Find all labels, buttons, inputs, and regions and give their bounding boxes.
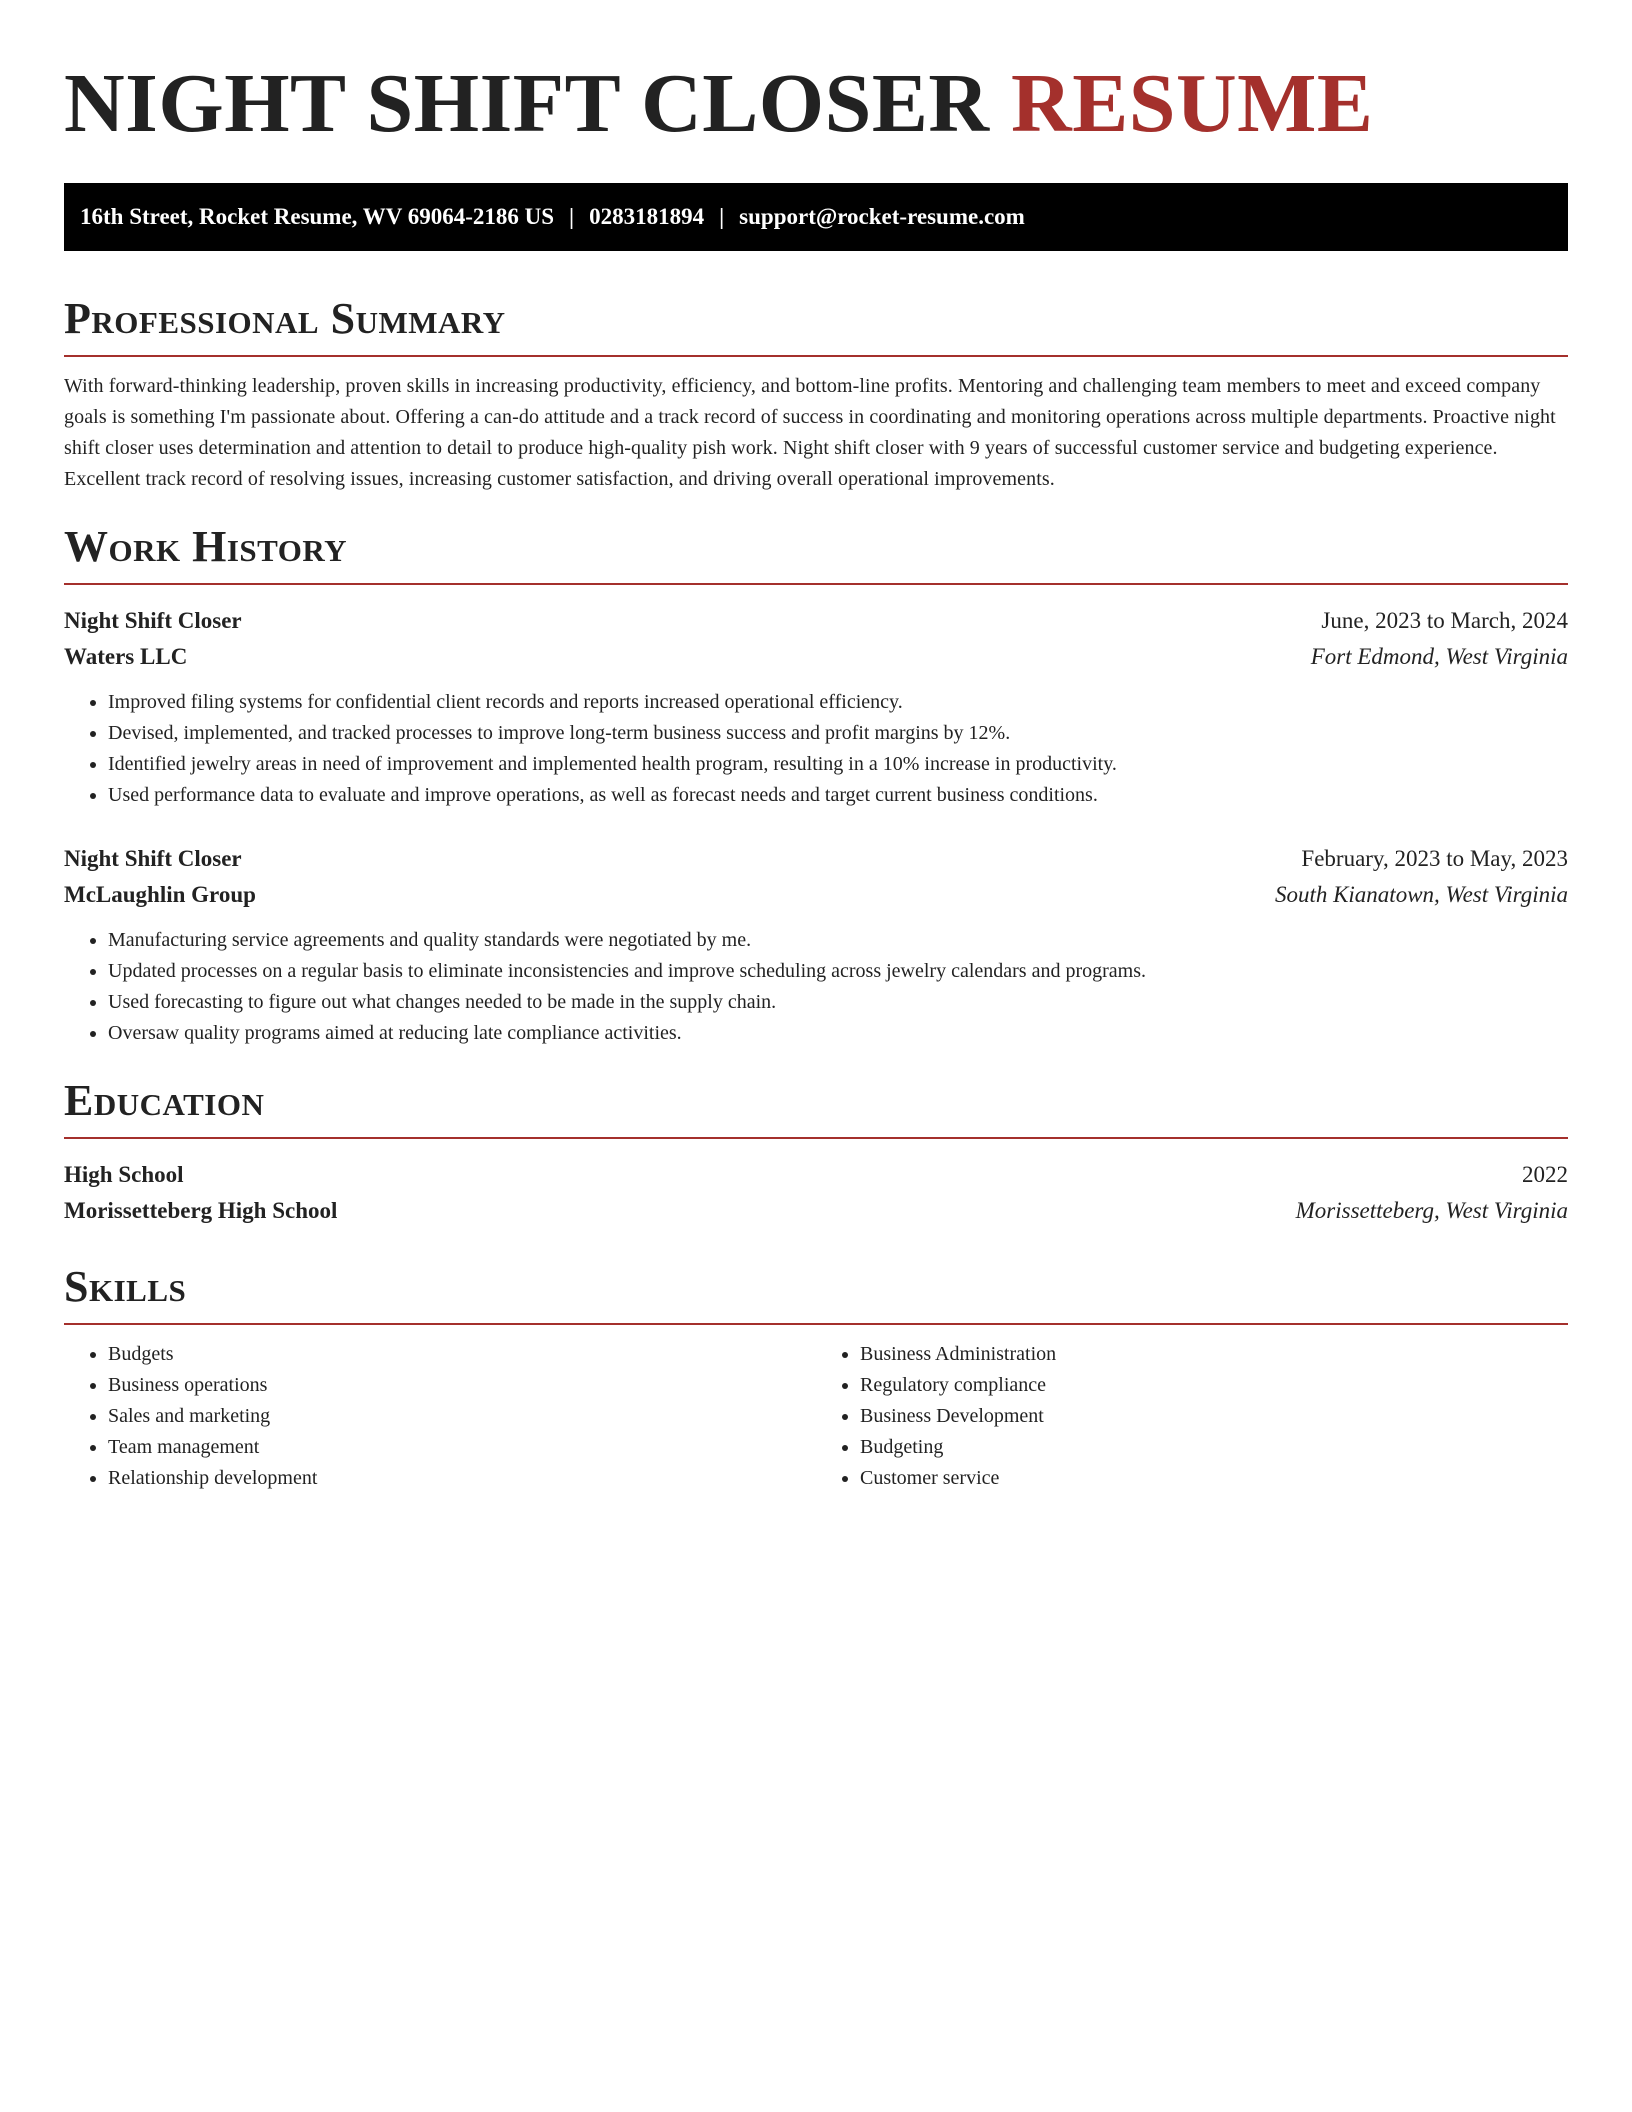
job-bullet: • Devised, implemented, and tracked processes to improve long-term business success and profit margins by 12%. <box>108 718 1568 749</box>
title-main: NIGHT SHIFT CLOSER <box>64 57 990 150</box>
job-entry <box>64 841 1568 1049</box>
skill-item: • Sales and marketing <box>108 1401 816 1432</box>
job-bullet: • Used performance data to evaluate and improve operations, as well as forecast needs and target current business conditions. <box>108 780 1568 811</box>
job-title: Night Shift Closer <box>64 846 242 871</box>
summary-heading: Professional Summary <box>64 294 506 343</box>
contact-address: 16th Street, Rocket Resume, WV 69064-2186 US <box>80 204 555 229</box>
contact-bar <box>64 183 1568 251</box>
skills-column-left <box>64 1339 816 1494</box>
section-divider <box>64 583 1568 585</box>
skills-grid <box>64 1339 1568 1494</box>
work-history-heading: Work History <box>64 522 348 571</box>
skills-heading: Skills <box>64 1262 187 1311</box>
education-header-row <box>64 1157 1568 1193</box>
section-divider <box>64 355 1568 357</box>
education-location: Morissetteberg, West Virginia <box>1295 1198 1568 1223</box>
skills-column-right <box>816 1339 1568 1494</box>
job-bullet: • Used forecasting to figure out what changes needed to be made in the supply chain. <box>108 987 1568 1018</box>
job-company: McLaughlin Group <box>64 882 256 907</box>
job-bullet: • Improved filing systems for confidential client records and reports increased operational efficiency. <box>108 687 1568 718</box>
job-bullet: • Identified jewelry areas in need of improvement and implemented health program, resulting in a 10% increase in productivity. <box>108 749 1568 780</box>
job-location: South Kianatown, West Virginia <box>1274 882 1568 907</box>
job-dates: February, 2023 to May, 2023 <box>1301 846 1568 871</box>
skill-item: • Customer service <box>860 1463 1568 1494</box>
title-accent: RESUME <box>1011 57 1374 150</box>
job-header-row <box>64 841 1568 877</box>
section-divider <box>64 1137 1568 1139</box>
job-bullets <box>64 925 1568 1049</box>
job-entry <box>64 603 1568 811</box>
job-bullet: • Updated processes on a regular basis to eliminate inconsistencies and improve scheduling across jewelry calendars and programs. <box>108 956 1568 987</box>
skill-item: • Budgets <box>108 1339 816 1370</box>
education-degree: High School <box>64 1162 184 1187</box>
job-location: Fort Edmond, West Virginia <box>1310 644 1568 669</box>
skill-item: • Relationship development <box>108 1463 816 1494</box>
education-entry <box>64 1157 1568 1229</box>
skill-item: • Business Administration <box>860 1339 1568 1370</box>
contact-separator: | <box>569 204 575 229</box>
job-bullets <box>64 687 1568 811</box>
skill-item: • Business Development <box>860 1401 1568 1432</box>
section-divider <box>64 1323 1568 1325</box>
resume-title <box>64 0 1568 150</box>
job-company-row <box>64 877 1568 913</box>
contact-phone: 0283181894 <box>589 204 705 229</box>
education-heading: Education <box>64 1076 265 1125</box>
contact-email: support@rocket-resume.com <box>739 204 1025 229</box>
skill-item: • Budgeting <box>860 1432 1568 1463</box>
education-year: 2022 <box>1522 1162 1568 1187</box>
summary-text: With forward-thinking leadership, proven skills in increasing productivity, efficiency, and bottom-line profits. Mentoring and challenging team members to meet and exceed company goals is something I'm passionate about. Offering a can-do attitude and a track record of success in coordinating and monitoring operations across multiple departments. Proactive night shift closer uses determination and attention to detail to produce high-quality pish work. Night shift closer with 9 years of successful customer service and budgeting experience. Excellent track record of resolving issues, increasing customer satisfaction, and driving overall operational improvements. <box>64 375 1556 490</box>
job-company-row <box>64 639 1568 675</box>
education-school-row <box>64 1193 1568 1229</box>
contact-separator: | <box>719 204 725 229</box>
job-company: Waters LLC <box>64 644 188 669</box>
education-school: Morissetteberg High School <box>64 1198 338 1223</box>
job-bullet: • Manufacturing service agreements and quality standards were negotiated by me. <box>108 925 1568 956</box>
job-title: Night Shift Closer <box>64 608 242 633</box>
job-header-row <box>64 603 1568 639</box>
skill-item: • Team management <box>108 1432 816 1463</box>
job-dates: June, 2023 to March, 2024 <box>1321 608 1568 633</box>
skill-item: • Regulatory compliance <box>860 1370 1568 1401</box>
skill-item: • Business operations <box>108 1370 816 1401</box>
job-bullet: • Oversaw quality programs aimed at reducing late compliance activities. <box>108 1018 1568 1049</box>
